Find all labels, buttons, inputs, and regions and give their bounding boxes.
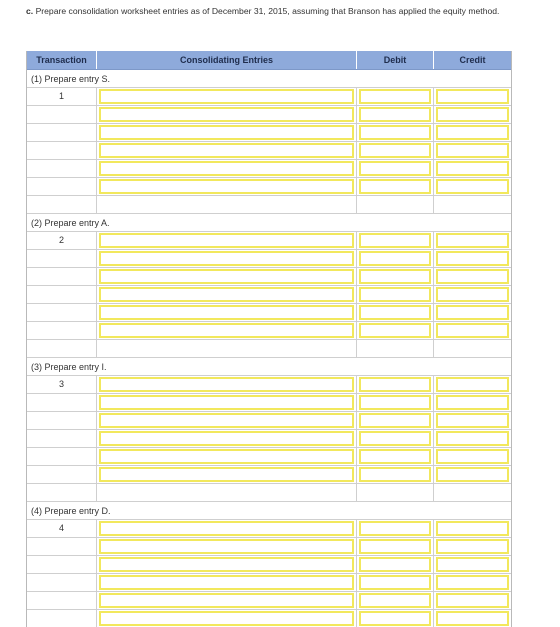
table-row: [27, 304, 511, 322]
debit-cell: [357, 376, 434, 394]
entry-account-cell: [97, 448, 357, 466]
instructions-text: Prepare consolidation worksheet entries as of December 31, 2015, assuming that Branson has applied the equity method.: [35, 6, 500, 16]
credit-input[interactable]: [436, 593, 509, 608]
credit-cell: [434, 448, 511, 466]
credit-cell: [434, 610, 511, 627]
spacer-cell: [97, 484, 357, 501]
credit-cell: [434, 322, 511, 340]
entry-account-input[interactable]: [99, 269, 354, 284]
table-row: [27, 142, 511, 160]
transaction-number-cell: [27, 160, 97, 178]
header-debit: Debit: [357, 51, 434, 69]
transaction-number-cell: [27, 286, 97, 304]
table-body: [27, 70, 511, 627]
entry-account-cell: [97, 106, 357, 124]
table-row: [27, 556, 511, 574]
entry-account-cell: [97, 520, 357, 538]
entry-account-cell: [97, 304, 357, 322]
entry-account-cell: [97, 556, 357, 574]
section-label: (2) Prepare entry A.: [27, 214, 511, 232]
credit-cell: [434, 394, 511, 412]
entry-account-cell: [97, 286, 357, 304]
credit-cell: [434, 142, 511, 160]
debit-input[interactable]: [359, 467, 431, 482]
transaction-number-cell: [27, 142, 97, 160]
debit-input[interactable]: [359, 179, 431, 194]
debit-cell: [357, 592, 434, 610]
debit-cell: [357, 574, 434, 592]
transaction-number-cell: [27, 106, 97, 124]
entry-account-input[interactable]: [99, 611, 354, 626]
credit-cell: [434, 412, 511, 430]
transaction-number-cell: [27, 250, 97, 268]
spacer-cell: [357, 196, 434, 213]
credit-input[interactable]: [436, 233, 509, 248]
debit-input[interactable]: [359, 287, 431, 302]
debit-input[interactable]: [359, 413, 431, 428]
debit-cell: [357, 160, 434, 178]
spacer-row: [27, 340, 511, 358]
table-row: [27, 538, 511, 556]
transaction-number-cell: [27, 394, 97, 412]
credit-cell: [434, 376, 511, 394]
credit-input[interactable]: [436, 539, 509, 554]
table-header: [27, 51, 511, 70]
transaction-number-cell: [27, 466, 97, 484]
debit-input[interactable]: [359, 125, 431, 140]
debit-cell: [357, 610, 434, 627]
credit-input[interactable]: [436, 395, 509, 410]
table-row: [27, 448, 511, 466]
transaction-number-cell: [27, 124, 97, 142]
debit-input[interactable]: [359, 143, 431, 158]
credit-input[interactable]: [436, 575, 509, 590]
debit-input[interactable]: [359, 305, 431, 320]
entry-account-cell: [97, 250, 357, 268]
spacer-cell: [357, 340, 434, 357]
credit-input[interactable]: [436, 611, 509, 626]
entry-account-input[interactable]: [99, 89, 354, 104]
debit-cell: [357, 322, 434, 340]
transaction-number-cell: [27, 538, 97, 556]
credit-cell: [434, 538, 511, 556]
entry-account-cell: [97, 376, 357, 394]
credit-input[interactable]: [436, 413, 509, 428]
credit-cell: [434, 574, 511, 592]
transaction-number-cell: [27, 268, 97, 286]
debit-cell: [357, 538, 434, 556]
entry-account-input[interactable]: [99, 395, 354, 410]
credit-cell: [434, 250, 511, 268]
spacer-cell: [27, 484, 97, 501]
worksheet-table: [26, 51, 512, 627]
debit-input[interactable]: [359, 557, 431, 572]
debit-cell: [357, 250, 434, 268]
table-row: [27, 232, 511, 250]
spacer-cell: [434, 484, 511, 501]
debit-input[interactable]: [359, 377, 431, 392]
entry-account-cell: [97, 160, 357, 178]
section-label: (4) Prepare entry D.: [27, 502, 511, 520]
credit-input[interactable]: [436, 557, 509, 572]
table-row: [27, 106, 511, 124]
credit-input[interactable]: [436, 269, 509, 284]
entry-account-input[interactable]: [99, 323, 354, 338]
transaction-number-cell: [27, 610, 97, 627]
debit-input[interactable]: [359, 233, 431, 248]
debit-cell: [357, 394, 434, 412]
table-row: [27, 376, 511, 394]
credit-cell: [434, 268, 511, 286]
entry-account-cell: [97, 142, 357, 160]
entry-account-input[interactable]: [99, 179, 354, 194]
credit-input[interactable]: [436, 377, 509, 392]
debit-input[interactable]: [359, 395, 431, 410]
entry-account-cell: [97, 538, 357, 556]
table-row: [27, 268, 511, 286]
entry-account-input[interactable]: [99, 431, 354, 446]
debit-cell: [357, 232, 434, 250]
entry-account-input[interactable]: [99, 521, 354, 536]
entry-account-cell: [97, 178, 357, 196]
entry-account-cell: [97, 610, 357, 627]
entry-account-cell: [97, 430, 357, 448]
entry-account-input[interactable]: [99, 377, 354, 392]
table-row: [27, 322, 511, 340]
credit-cell: [434, 304, 511, 322]
transaction-number-cell: [27, 304, 97, 322]
entry-account-input[interactable]: [99, 305, 354, 320]
instructions: [26, 6, 516, 17]
entry-account-input[interactable]: [99, 449, 354, 464]
entry-account-cell: [97, 232, 357, 250]
entry-account-input[interactable]: [99, 413, 354, 428]
section-label: (3) Prepare entry I.: [27, 358, 511, 376]
credit-cell: [434, 430, 511, 448]
credit-input[interactable]: [436, 323, 509, 338]
transaction-number-cell: [27, 592, 97, 610]
debit-cell: [357, 412, 434, 430]
transaction-number-cell: [27, 430, 97, 448]
entry-account-cell: [97, 88, 357, 106]
credit-cell: [434, 160, 511, 178]
spacer-cell: [97, 196, 357, 213]
transaction-number-cell: [27, 556, 97, 574]
spacer-cell: [97, 340, 357, 357]
debit-cell: [357, 556, 434, 574]
credit-input[interactable]: [436, 521, 509, 536]
credit-cell: [434, 88, 511, 106]
entry-account-cell: [97, 412, 357, 430]
debit-input[interactable]: [359, 161, 431, 176]
credit-cell: [434, 520, 511, 538]
debit-input[interactable]: [359, 431, 431, 446]
debit-input[interactable]: [359, 449, 431, 464]
transaction-number-cell: [27, 178, 97, 196]
debit-cell: [357, 304, 434, 322]
credit-cell: [434, 124, 511, 142]
credit-input[interactable]: [436, 431, 509, 446]
entry-account-input[interactable]: [99, 107, 354, 122]
debit-input[interactable]: [359, 323, 431, 338]
credit-cell: [434, 592, 511, 610]
transaction-number-cell: [27, 448, 97, 466]
debit-cell: [357, 286, 434, 304]
credit-input[interactable]: [436, 107, 509, 122]
credit-input[interactable]: [436, 467, 509, 482]
credit-cell: [434, 178, 511, 196]
table-row: [27, 592, 511, 610]
debit-input[interactable]: [359, 539, 431, 554]
table-row: [27, 574, 511, 592]
credit-input[interactable]: [436, 143, 509, 158]
table-row: [27, 430, 511, 448]
table-row: [27, 286, 511, 304]
debit-cell: [357, 142, 434, 160]
debit-cell: [357, 268, 434, 286]
entry-account-cell: [97, 124, 357, 142]
table-row: [27, 466, 511, 484]
credit-cell: [434, 466, 511, 484]
header-transaction: Transaction: [27, 51, 97, 69]
entry-account-input[interactable]: [99, 161, 354, 176]
transaction-number-cell: [27, 574, 97, 592]
debit-cell: [357, 106, 434, 124]
spacer-cell: [434, 196, 511, 213]
entry-account-input[interactable]: [99, 467, 354, 482]
entry-account-input[interactable]: [99, 233, 354, 248]
transaction-number-cell: 3: [27, 376, 97, 394]
credit-cell: [434, 286, 511, 304]
entry-account-input[interactable]: [99, 575, 354, 590]
debit-cell: [357, 88, 434, 106]
debit-input[interactable]: [359, 593, 431, 608]
debit-input[interactable]: [359, 251, 431, 266]
debit-cell: [357, 178, 434, 196]
entry-account-input[interactable]: [99, 557, 354, 572]
entry-account-cell: [97, 322, 357, 340]
transaction-number-cell: [27, 322, 97, 340]
credit-input[interactable]: [436, 305, 509, 320]
entry-account-cell: [97, 394, 357, 412]
table-row: [27, 160, 511, 178]
debit-input[interactable]: [359, 521, 431, 536]
debit-cell: [357, 124, 434, 142]
credit-input[interactable]: [436, 161, 509, 176]
debit-cell: [357, 466, 434, 484]
spacer-cell: [27, 196, 97, 213]
transaction-number-cell: 2: [27, 232, 97, 250]
debit-input[interactable]: [359, 575, 431, 590]
transaction-number-cell: [27, 412, 97, 430]
credit-cell: [434, 232, 511, 250]
entry-account-input[interactable]: [99, 125, 354, 140]
debit-cell: [357, 430, 434, 448]
debit-input[interactable]: [359, 89, 431, 104]
table-row: [27, 610, 511, 627]
entry-account-cell: [97, 592, 357, 610]
debit-input[interactable]: [359, 107, 431, 122]
transaction-number-cell: 1: [27, 88, 97, 106]
spacer-row: [27, 484, 511, 502]
debit-input[interactable]: [359, 269, 431, 284]
spacer-row: [27, 196, 511, 214]
entry-account-cell: [97, 466, 357, 484]
credit-input[interactable]: [436, 251, 509, 266]
entry-account-input[interactable]: [99, 287, 354, 302]
entry-account-input[interactable]: [99, 143, 354, 158]
table-row: [27, 124, 511, 142]
entry-account-cell: [97, 574, 357, 592]
credit-input[interactable]: [436, 287, 509, 302]
entry-account-cell: [97, 268, 357, 286]
credit-input[interactable]: [436, 449, 509, 464]
table-row: [27, 88, 511, 106]
spacer-cell: [27, 340, 97, 357]
entry-account-input[interactable]: [99, 251, 354, 266]
credit-input[interactable]: [436, 89, 509, 104]
transaction-number-cell: 4: [27, 520, 97, 538]
table-row: [27, 250, 511, 268]
table-row: [27, 178, 511, 196]
table-row: [27, 520, 511, 538]
spacer-cell: [357, 484, 434, 501]
entry-account-input[interactable]: [99, 593, 354, 608]
credit-input[interactable]: [436, 125, 509, 140]
table-row: [27, 412, 511, 430]
part-letter: c.: [26, 6, 34, 16]
debit-input[interactable]: [359, 611, 431, 626]
debit-cell: [357, 448, 434, 466]
debit-cell: [357, 520, 434, 538]
table-row: [27, 394, 511, 412]
credit-cell: [434, 106, 511, 124]
entry-account-input[interactable]: [99, 539, 354, 554]
credit-input[interactable]: [436, 179, 509, 194]
section-label: (1) Prepare entry S.: [27, 70, 511, 88]
header-consolidating-entries: Consolidating Entries: [97, 51, 357, 69]
credit-cell: [434, 556, 511, 574]
header-credit: Credit: [459, 55, 486, 65]
spacer-cell: [434, 340, 511, 357]
